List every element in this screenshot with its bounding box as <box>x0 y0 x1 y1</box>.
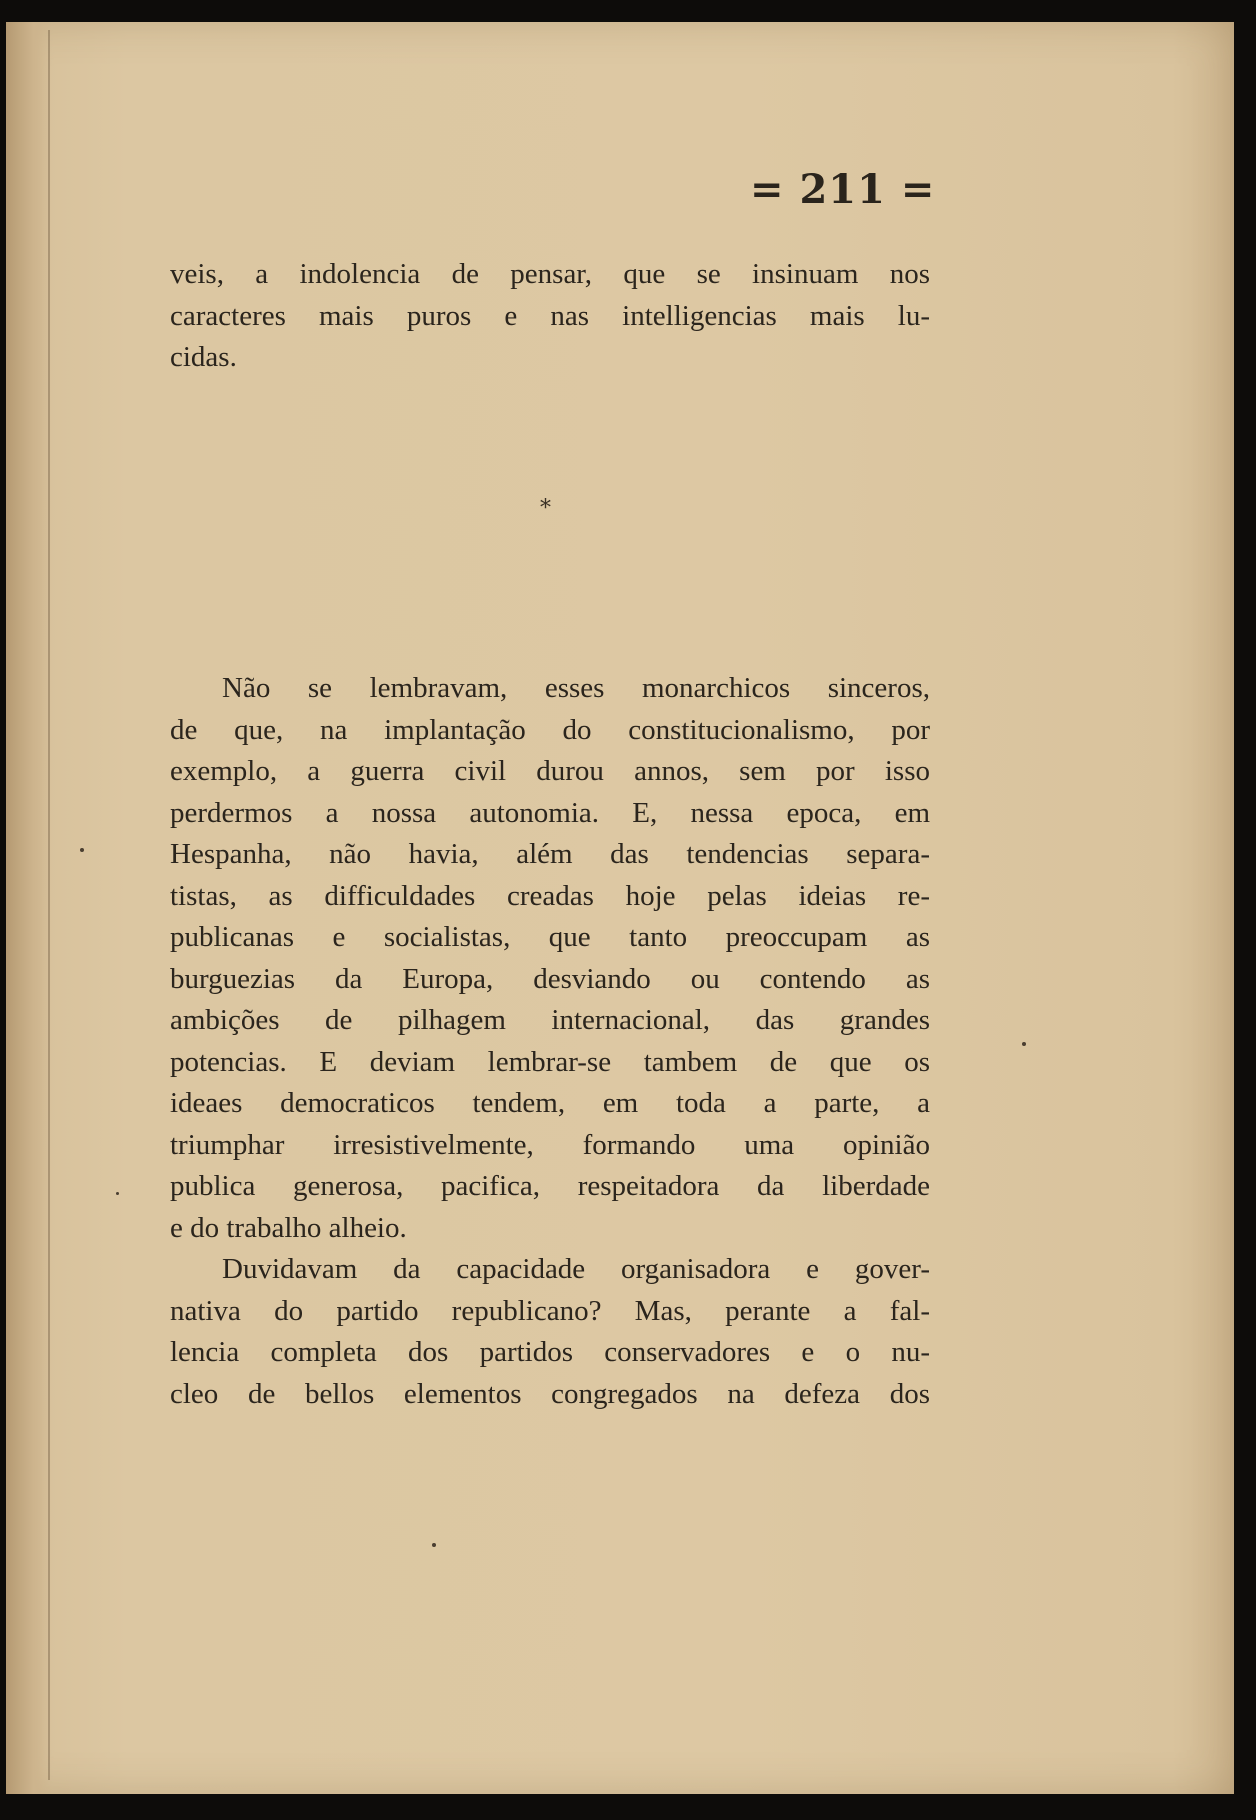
text-line: cleo de bellos elementos congregados na defeza dos <box>170 1377 930 1410</box>
text-line: ideaes democraticos tendem, em toda a parte, a <box>170 1087 930 1119</box>
paper-speck <box>1022 1042 1026 1046</box>
section-separator-asterisk: * <box>540 496 551 521</box>
paper-speck <box>116 1192 119 1195</box>
paragraph-body <box>170 668 930 1415</box>
text-line: Duvidavam da capacidade organisadora e gover- <box>222 1253 930 1285</box>
text-line: publica generosa, pacifica, respeitadora da liberdade <box>170 1170 930 1202</box>
paper-speck <box>432 1543 436 1547</box>
text-line: ambições de pilhagem internacional, das grandes <box>170 1004 930 1036</box>
text-line: nativa do partido republicano? Mas, perante a fal- <box>170 1294 930 1327</box>
text-line: lencia completa dos partidos conservadores e o nu- <box>170 1336 930 1368</box>
text-line: cidas. <box>170 341 237 373</box>
text-line: triumphar irresistivelmente, formando uma opinião <box>170 1128 930 1161</box>
page-number: = 211 = <box>750 166 936 213</box>
text-line: publicanas e socialistas, que tanto preoccupam as <box>170 921 930 953</box>
page-spine-shadow <box>6 22 52 1794</box>
text-line: e do trabalho alheio. <box>170 1211 407 1244</box>
text-line: perdermos a nossa autonomia. E, nessa epoca, em <box>170 796 930 829</box>
text-line: potencias. E deviam lembrar-se tambem de que os <box>170 1045 930 1078</box>
text-line: caracteres mais puros e nas intelligencias mais lu- <box>170 299 930 332</box>
text-line: burguezias da Europa, desviando ou contendo as <box>170 962 930 995</box>
paper-speck <box>80 848 84 852</box>
text-line: veis, a indolencia de pensar, que se insinuam nos <box>170 258 930 290</box>
text-line: tistas, as difficuldades creadas hoje pelas ideias re- <box>170 879 930 912</box>
text-line: Hespanha, não havia, além das tendencias separa- <box>170 838 930 870</box>
text-line: Não se lembravam, esses monarchicos sinceros, <box>222 672 930 704</box>
text-line: de que, na implantação do constitucionalismo, por <box>170 713 930 746</box>
paragraph-continuation <box>170 254 930 379</box>
spine-edge-line <box>48 30 50 1780</box>
text-line: exemplo, a guerra civil durou annos, sem por isso <box>170 755 930 787</box>
